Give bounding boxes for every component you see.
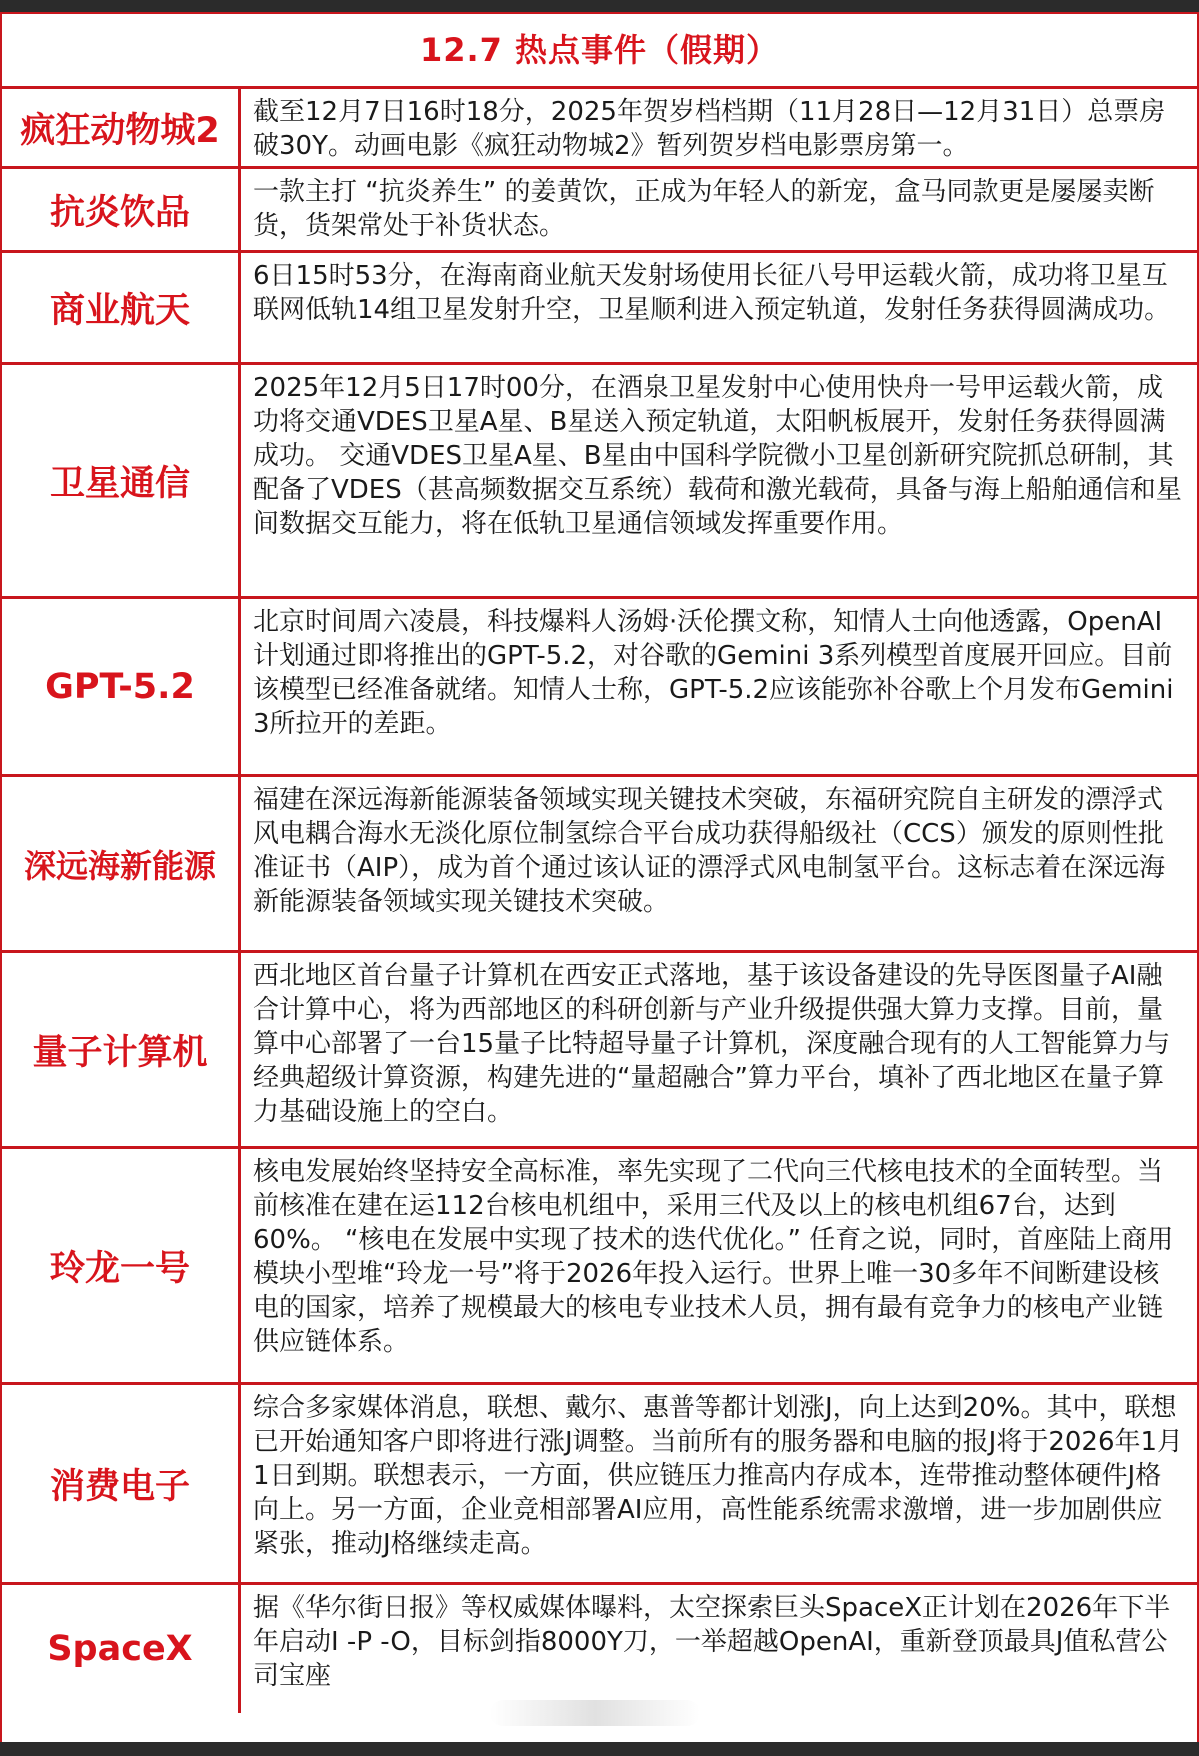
row-label: 卫星通信 bbox=[2, 365, 241, 596]
row-content bbox=[241, 1385, 1197, 1582]
row-label: GPT-5.2 bbox=[2, 599, 241, 774]
row-label: 抗炎饮品 bbox=[2, 169, 241, 250]
row-content bbox=[241, 599, 1197, 774]
row-content bbox=[241, 1585, 1197, 1713]
row-text: 核电发展始终坚持安全高标准，率先实现了二代向三代核电技术的全面转型。当前核准在建在运112台核电机组中，采用三代及以上的核电机组67台，达到60%。 “核电在发展中实现了技术的迭代优化。” 任育之说，同时，首座陆上商用模块小型堆“玲龙一号”将于2026年投入运行。世界上唯一30多年不间断建设核电的国家，培养了规模最大的核电专业技术人员，拥有最有竞争力的核电产业链供应链体系。 bbox=[253, 1157, 1174, 1357]
table-row bbox=[2, 365, 1197, 599]
table-row bbox=[2, 89, 1197, 169]
row-content bbox=[241, 253, 1197, 362]
table-row bbox=[2, 253, 1197, 365]
row-content bbox=[241, 365, 1197, 596]
table-row bbox=[2, 599, 1197, 777]
page-title: 12.7 热点事件（假期） bbox=[2, 14, 1197, 89]
row-content bbox=[241, 169, 1197, 250]
table-row bbox=[2, 1585, 1197, 1713]
row-text: 福建在深远海新能源装备领域实现关键技术突破，东福研究院自主研发的漂浮式风电耦合海水无淡化原位制氢综合平台成功获得船级社（CCS）颁发的原则性批准证书（AIP），成为首个通过该认证的漂浮式风电制氢平台。这标志着在深远海新能源装备领域实现关键技术突破。 bbox=[253, 785, 1166, 917]
table-row bbox=[2, 777, 1197, 953]
row-content bbox=[241, 1149, 1197, 1382]
row-text: 6日15时53分，在海南商业航天发射场使用长征八号甲运载火箭，成功将卫星互联网低轨14组卫星发射升空，卫星顺利进入预定轨道，发射任务获得圆满成功。 bbox=[253, 261, 1171, 325]
bottom-border bbox=[0, 1742, 1199, 1756]
table-row bbox=[2, 1149, 1197, 1385]
watermark-blur bbox=[490, 1700, 700, 1726]
hot-events-table bbox=[0, 12, 1199, 1746]
row-label: 玲龙一号 bbox=[2, 1149, 241, 1382]
table-row bbox=[2, 169, 1197, 253]
row-content bbox=[241, 89, 1197, 166]
row-text: 西北地区首台量子计算机在西安正式落地，基于该设备建设的先导医图量子AI融合计算中心，将为西部地区的科研创新与产业升级提供强大算力支撑。目前，量算中心部署了一台15量子比特超导量子计算机，深度融合现有的人工智能算力与经典超级计算资源，构建先进的“量超融合”算力平台，填补了西北地区在量子算力基础设施上的空白。 bbox=[253, 961, 1171, 1127]
row-text: 一款主打 “抗炎养生” 的姜黄饮，正成为年轻人的新宠，盒马同款更是屡屡卖断货，货架常处于补货状态。 bbox=[253, 177, 1155, 241]
row-text: 截至12月7日16时18分，2025年贺岁档档期（11月28日—12月31日）总票房破30Y。动画电影《疯狂动物城2》暂列贺岁档电影票房第一。 bbox=[253, 97, 1166, 161]
row-text: 2025年12月5日17时00分，在酒泉卫星发射中心使用快舟一号甲运载火箭，成功将交通VDES卫星A星、B星送入预定轨道，太阳帆板展开，发射任务获得圆满成功。 交通VDES卫星A星、B星由中国科学院微小卫星创新研究院抓总研制，其配备了VDES（甚高频数据交互系统）载荷和激光载荷，具备与海上船舶通信和星间数据交互能力，将在低轨卫星通信领域发挥重要作用。 bbox=[253, 373, 1182, 539]
row-label: 量子计算机 bbox=[2, 953, 241, 1146]
row-label: 深远海新能源 bbox=[2, 777, 241, 950]
row-content bbox=[241, 777, 1197, 950]
row-text: 综合多家媒体消息，联想、戴尔、惠普等都计划涨J，向上达到20%。其中，联想已开始通知客户即将进行涨J调整。当前所有的服务器和电脑的报J将于2026年1月1日到期。联想表示，一方面，供应链压力推高内存成本，连带推动整体硬件J格向上。另一方面，企业竞相部署AI应用，高性能系统需求激增，进一步加剧供应紧张，推动J格继续走高。 bbox=[253, 1393, 1184, 1559]
table-row bbox=[2, 1385, 1197, 1585]
row-label: 商业航天 bbox=[2, 253, 241, 362]
row-text: 北京时间周六凌晨，科技爆料人汤姆·沃伦撰文称，知情人士向他透露，OpenAI计划通过即将推出的GPT-5.2，对谷歌的Gemini 3系列模型首度展开回应。目前该模型已经准备就绪。知情人士称，GPT-5.2应该能弥补谷歌上个月发布Gemini 3所拉开的差距。 bbox=[253, 607, 1174, 739]
row-content bbox=[241, 953, 1197, 1146]
row-label: 消费电子 bbox=[2, 1385, 241, 1582]
row-text: 据《华尔街日报》等权威媒体曝料，太空探索巨头SpaceX正计划在2026年下半年启动I -P -O，目标剑指8000Y刀，一举超越OpenAI，重新登顶最具J值私营公司宝座 bbox=[253, 1593, 1171, 1691]
row-label: 疯狂动物城2 bbox=[2, 89, 241, 166]
top-border bbox=[0, 0, 1199, 12]
row-label: SpaceX bbox=[2, 1585, 241, 1713]
table-row bbox=[2, 953, 1197, 1149]
